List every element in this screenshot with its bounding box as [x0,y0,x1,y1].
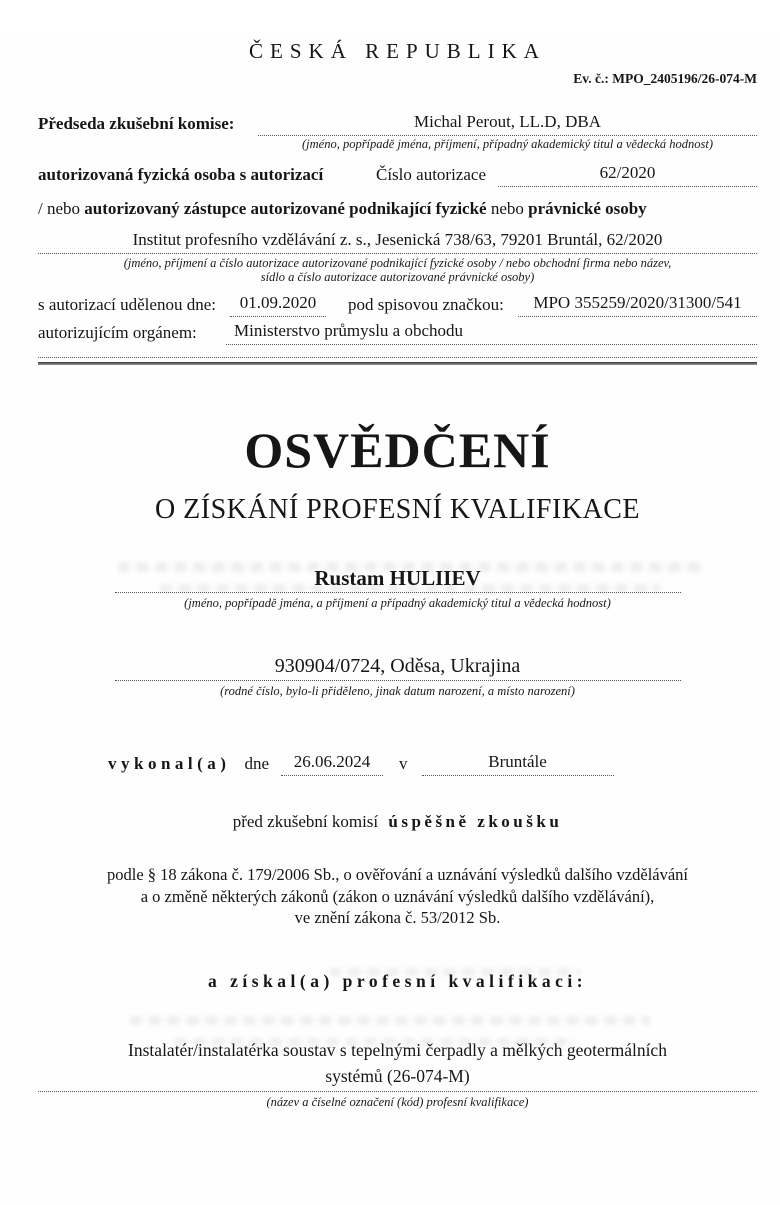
authority-name-field: Ministerstvo průmyslu a obchodu [226,319,757,345]
holder-name-block [38,565,757,611]
authority-label: autorizujícím orgánem: [38,323,197,342]
country-title: ČESKÁ REPUBLIKA [249,39,546,63]
bleed-through-artifact [130,1016,650,1025]
authorized-person-row [38,161,757,187]
exam-date-field: 26.06.2024 [281,749,383,776]
success-text: úspěšně zkoušku [388,812,563,831]
qualification-name-field [38,1037,757,1092]
exam-row [38,749,757,776]
birth-info: 930904/0724, Oděsa, Ukrajina [274,655,521,677]
institute-caption-line1: (jméno, příjmení a číslo autorizace autorizované podnikající fyzické osoby / nebo obchodní firma nebo název, [123,256,672,270]
file-number-field: MPO 355259/2020/31300/541 [518,291,757,317]
or-prefix: / nebo [38,199,85,218]
certificate-title: OSVĚDČENÍ [244,422,551,478]
certificate-document [0,38,780,1205]
file-number-label: pod spisovou značkou: [348,295,504,314]
holder-name: Rustam HULIIEV [314,566,481,590]
law-line-2: a o změně některých zákonů (zákon o uznávání výsledků dalšího vzdělávání), [140,886,655,906]
dotted-rule [38,357,757,358]
birth-info-caption: (rodné číslo, bylo-li přiděleno, jinak datum narození, a místo narození) [220,684,575,698]
auth-number-field: 62/2020 [498,161,757,187]
law-line-3: ve znění zákona č. 53/2012 Sb. [294,908,501,927]
granted-label: s autorizací udělenou dne: [38,295,216,314]
authorized-representative-row [38,197,757,220]
or-bold-2: právnické osoby [528,199,647,218]
thick-rule [38,362,757,365]
qualification-block [38,1037,757,1110]
chairman-caption: (jméno, popřípadě jména, příjmení, případný akademický titul a vědecká hodnost) [301,137,713,151]
certificate-subtitle: O ZÍSKÁNÍ PROFESNÍ KVALIFIKACE [154,494,641,525]
legal-paragraph [38,864,757,929]
authority-row [38,319,757,345]
in-label: v [399,754,408,773]
authorized-person-label: autorizovaná fyzická osoba s autorizací [38,165,324,184]
before-commission-line [38,810,757,834]
dotted-rule [115,591,681,593]
chairman-name-field: Michal Perout, LL.D, DBA [258,110,757,136]
auth-number-label: Číslo autorizace [376,165,486,184]
dotted-rule [115,679,681,681]
chairman-row [38,110,757,136]
institute-caption-line2: sídlo a číslo autorizace autorizované právnické osoby) [260,270,535,284]
obtained-label: a získal(a) profesní kvalifikaci: [207,970,588,991]
chairman-label: Předseda zkušební komise: [38,114,235,133]
qualification-line-2: systémů (26-074-M) [325,1065,470,1086]
evidence-number: Ev. č.: MPO_2405196/26-074-M [573,71,757,86]
granted-date-field: 01.09.2020 [230,291,326,317]
institute-field: Institut profesního vzdělávání z. s., Jesenická 738/63, 79201 Bruntál, 62/2020 [38,228,757,254]
birth-info-block [38,653,757,699]
qualification-line-1: Instalatér/instalatérka soustav s tepelnými čerpadly a mělkých geotermálních [128,1039,667,1060]
or-bold-1: autorizovaný zástupce autorizované podnikající fyzické [84,199,487,218]
holder-name-caption: (jméno, popřípadě jména, a příjmení a případný akademický titul a vědecká hodnost) [184,596,611,610]
institute-row [38,228,757,254]
law-line-1: podle § 18 zákona č. 179/2006 Sb., o ověřování a uznávání výsledků dalšího vzdělávání [106,865,689,884]
exam-place-field: Bruntále [422,749,614,776]
or-middle: nebo [486,199,529,218]
performed-label: vykonal(a) [108,754,231,773]
performed-dne: dne [244,754,270,773]
obtained-qualification-heading [38,969,757,993]
before-commission-text: před zkušební komisí [232,812,379,831]
authorization-granted-row [38,291,757,317]
section-divider [38,357,757,365]
qualification-caption: (název a číselné označení (kód) profesní kvalifikace) [266,1094,529,1109]
